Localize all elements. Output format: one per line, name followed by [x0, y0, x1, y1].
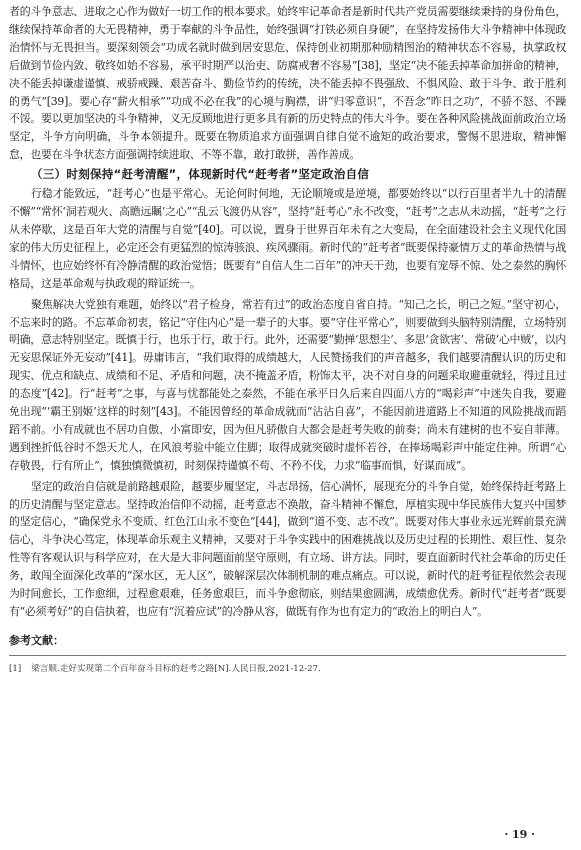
reference-number: [1] [9, 663, 22, 674]
body-paragraph-1: 者的斗争意志、进取之心作为做好一切工作的根本要求。始终牢记革命者是新时代共产党员需要继续秉持的身份角色，继续保持革命者的大无畏精神，勇于奉献的斗争品性，始终强调“打铁必须自身硬”，在坚持发扬伟大斗争精神中体现政治情怀与无畏担当。要深刻领会“功成名就时做到居安思危、保持创业初期那种励精图治的精神状态不容易，执掌政权后做到节俭内敛、敬终如始不容易，承平时期严以治吏、防腐戒奢不容易”[38]，坚定“决不能丢掉革命加拼命的精神，决不能丢掉谦虚谨慎、戒骄戒躁、艰苦奋斗、勤俭节约的传统，决不能丢掉不畏强敌、不惧风险、敢于斗争、敢于胜利的勇气”[39]。要心存“薪火相承”“功成不必在我”的心境与胸襟，讲“归零意识”，不吾念“昨日之功”，不骄不怒、不躁不馁。要以更加坚决的斗争精神，义无反顾地进行更多具有新的历史特点的伟大斗争。要在各种风险挑战面前政治立场坚定，斗争方向明确，斗争本领提升。既要在物质追求方面强调自律自觉不逾矩的政治要求，警惕不思进取，精神懈怠，也要在斗争状态方面强调持续进取、不等不靠，敢打敢拼，善作善成。 [9, 5, 566, 162]
body-paragraph-4: 坚定的政治自信就是前路越艰险，越要步履坚定，斗志昂扬，信心满怀，展现充分的斗争自觉，始终保持赶考路上的历史清醒与坚定意志。坚持政治信仰不动摇，赶考意志不涣散，奋斗精神不懈怠，厚植实现中华民族伟大复兴中国梦的坚定信心，“确保党永不变质、红色江山永不变色”[44]，做到“道不变、志不改”。既要对伟大事业永远光辉前景充满信心，斗争决心笃定，体现革命乐观主义精神，又要对于斗争实践中的困难挑战以及历史过程的长期性、艰巨性、复杂性等有客观认识与科学应对，在大是大非问题面前坚守原则，有立场、讲方法。同时，要直面新时代社会革命的历史任务，敢闯全面深化改革的“深水区，无人区”，破解深层次体制机制的难点痛点。可以说，新时代的赶考征程依然会表现为时间愈长，工作愈细，过程愈艰难，任务愈艰巨，而斗争愈彻底，则结果愈圆满，成绩愈优秀。新时代“赶考者”既要有“必须考好”的自信执着，也应有“沉着应试”的冷静从容，做既有作为也有定力的“政治上的明白人”。 [9, 479, 566, 618]
body-paragraph-3: 聚焦解决大党独有难题，始终以“君子检身，常若有过”的政治态度自省自持。“知己之长，明己之短。”坚守初心，不忘来时的路。不忘革命初衷，铭记“守住内心”是一辈子的大事。要“守住平常心”，则要做到头脑特别清醒，立场特别明确，意志特别坚定。既慎于行，也乐于行，敢于行。此外，还需要“勤掸‘思想尘’、多思‘贪欲害’、常破‘心中贼’，以内无妄思保证外无妄动”[41]。毋庸讳言，“我们取得的成绩越大，人民赞扬我们的声音越多，我们越要清醒认识的历史和现实、优点和缺点、成绩和不足、矛盾和问题，决不掩盖矛盾，粉饰太平，决不对自身的问题采取避重就轻，得过且过的态度”[42]。行“赶考”之事，与喜与忧都能处之泰然，不能在承平日久后来自四面八方的“喝彩声”中迷失自我，要避免出现“‘霸王别姬’这样的时刻”[43]。不能因曾经的革命成就而“沾沾自喜”，不能因前进道路上不知道的风险挑战而蹈蹈不前。小有成就也不居功自傲、小富即安，因为但凡骄傲自大都会是赶考失败的前奏；尚未有建树的也不妄自菲薄。遇到挫折低谷时不怨天尤人，在风浪考验中能立住脚；取得成就突破时虚怀若谷，在捧场喝彩声中能定住神。所谓“心存敬畏，行有所止”，慎独慎微慎初，时刻保持谨慎不苟、不矜不伐，力求“临事而惧，好谋而成”。 [9, 297, 566, 472]
body-paragraph-2: 行稳才能致远，“赶考心”也是平常心。无论何时何地，无论顺境或是逆境，都要始终以“以行百里者半九十的清醒不懈”“常怀‘洞若观火、高瞻远瞩’之心”“乱云飞渡仍从容”，坚持“赶考心”永不改变，“赶考”之志从未动摇，“赶考”之行从未停歇，这是百年大党的清醒与自觉”[40]。可以说，置身于世界百年未有之大变局，在全面建设社会主义现代化国家的伟大历史征程上，必定还会有更猛烈的惊涛骇浪、疾风骤雨。新时代的“赶考者”既要保持豪情万丈的革命热情与战斗情怀，也应始终怀有冷静清醒的政治觉悟；既要有“自信人生二百年”的冲天干劲，也要有宠辱不惊、处之泰然的胸怀格局，这是革命观与执政观的辩证统一。 [9, 187, 566, 290]
references-divider [9, 655, 566, 656]
reference-text: 梁言顺.走好实现第二个百年奋斗目标的赶考之路[N].人民日报,2021-12-27. [31, 663, 321, 674]
section-heading: （三）时刻保持“赶考清醒”，体现新时代“赶考者”坚定政治自信 [31, 167, 370, 182]
references-title: 参考文献： [9, 633, 64, 647]
reference-item [9, 663, 566, 676]
page-number: · 19 · [504, 828, 535, 841]
